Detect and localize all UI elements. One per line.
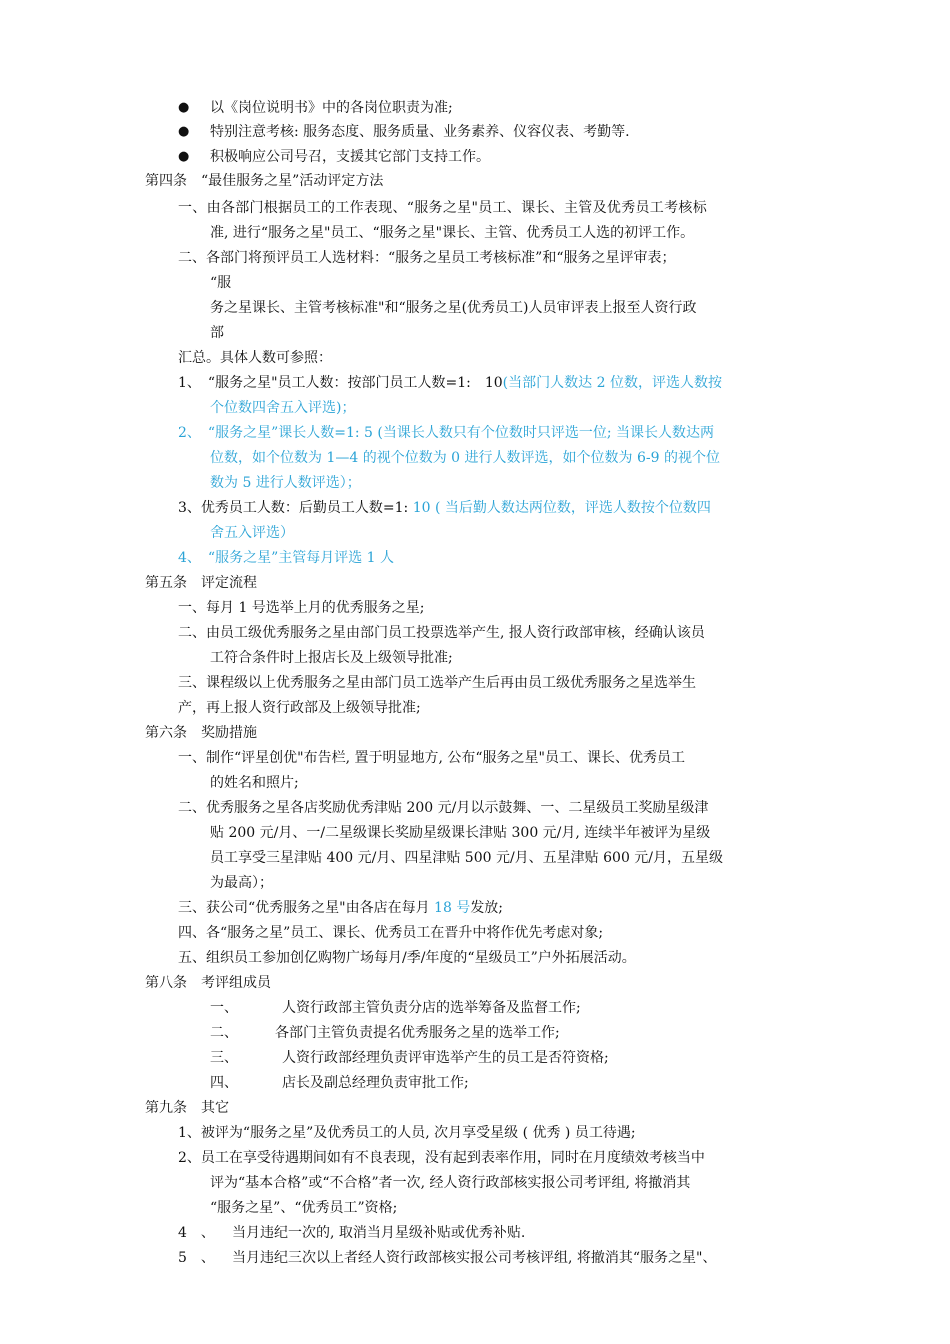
paragraph-line: 员工享受三星津贴 400 元/月、四星津贴 500 元/月、五星津贴 600 元/月，五星级 xyxy=(210,850,724,866)
paragraph-line xyxy=(178,496,711,520)
paragraph-line: 为最高）； xyxy=(210,875,273,891)
paragraph-line: “服 xyxy=(210,275,232,291)
paragraph-line: 准, 进行“服务之星"员工、“服务之星"课长、主管、优秀员工人选的初评工作。 xyxy=(210,225,695,241)
article-heading: 第九条 其它 xyxy=(145,1100,229,1116)
bullet-icon: ● xyxy=(178,149,190,164)
paragraph-line: 2、 “服务之星”课长人数=1: 5 (当课长人数只有个位数时只评选一位; 当课长人数达两 xyxy=(178,425,715,441)
paragraph-line: 工符合条件时上报店长及上级领导批准; xyxy=(210,650,453,666)
paragraph-line: 汇总。具体人数可参照： xyxy=(178,350,332,366)
paragraph-line: 二、各部门将预评员工人选材料：“服务之星员工考核标准”和“服务之星评审表； xyxy=(178,250,676,266)
paragraph-line: 一、制作“评星创优"布告栏, 置于明显地方, 公布“服务之星"员工、课长、优秀员工 xyxy=(178,750,685,766)
paragraph-line xyxy=(178,896,503,920)
paragraph-line: 的姓名和照片; xyxy=(210,775,299,791)
paragraph-line: “服务之星”、“优秀员工”资格; xyxy=(210,1200,398,1216)
list-marker: 一、 xyxy=(210,1000,238,1016)
paragraph-line: 二、优秀服务之星各店奖励优秀津贴 200 元/月以示鼓舞、一、二星级员工奖励星级津 xyxy=(178,800,709,816)
paragraph-line: 二、由员工级优秀服务之星由部门员工投票选举产生, 报人资行政部审核，经确认该员 xyxy=(178,625,705,641)
text-run-highlight: 18 号 xyxy=(434,900,471,916)
paragraph-line: 数为 5 进行人数评选）； xyxy=(210,475,361,491)
bullet-item: 特别注意考核: 服务态度、服务质量、业务素养、仪容仪表、考勤等. xyxy=(210,124,630,140)
paragraph-line: 一、每月 1 号选举上月的优秀服务之星; xyxy=(178,600,425,616)
paragraph-line: 位数，如个位数为 1—4 的视个位数为 0 进行人数评选，如个位数为 6-9 的视个位 xyxy=(210,450,720,466)
list-marker: 四、 xyxy=(210,1075,238,1091)
paragraph-line xyxy=(178,371,722,395)
article-heading: 第六条 奖励措施 xyxy=(145,725,257,741)
list-marker: 二、 xyxy=(210,1025,238,1041)
text-run: 3、优秀员工人数：后勤员工人数=1: xyxy=(178,500,413,516)
article-heading: 第八条 考评组成员 xyxy=(145,975,271,991)
paragraph-line: 四、各“服务之星”员工、课长、优秀员工在晋升中将作优先考虑对象; xyxy=(178,925,604,941)
paragraph-line: 1、被评为“服务之星”及优秀员工的人员, 次月享受星级 ( 优秀 ) 员工待遇; xyxy=(178,1125,636,1141)
bullet-item: 积极响应公司号召，支援其它部门支持工作。 xyxy=(210,149,490,165)
text-run: 发放; xyxy=(470,900,504,916)
text-run: 三、获公司“优秀服务之星"由各店在每月 xyxy=(178,900,435,916)
paragraph-line: 部 xyxy=(210,325,224,341)
bullet-icon: ● xyxy=(178,124,190,139)
list-marker: 5 、 xyxy=(178,1250,215,1266)
article-heading: 第五条 评定流程 xyxy=(145,575,257,591)
list-item: 店长及副总经理负责审批工作; xyxy=(282,1075,469,1091)
text-run: 1、 “服务之星"员工人数：按部门员工人数=1: 10 xyxy=(178,375,503,391)
list-marker: 三、 xyxy=(210,1050,238,1066)
paragraph-line: 产，再上报人资行政部及上级领导批准; xyxy=(178,700,421,716)
article-heading: 第四条 “最佳服务之星”活动评定方法 xyxy=(145,173,384,189)
text-run-highlight: (当部门人数达 2 位数，评选人数按 xyxy=(502,375,722,391)
bullet-icon: ● xyxy=(178,100,190,115)
list-marker: 4 、 xyxy=(178,1225,215,1241)
paragraph-line: 务之星课长、主管考核标准"和“服务之星(优秀员工)人员审评表上报至人资行政 xyxy=(210,300,697,316)
paragraph-line: 4、 “服务之星”主管每月评选 1 人 xyxy=(178,550,395,566)
paragraph-line: 三、课程级以上优秀服务之星由部门员工选举产生后再由员工级优秀服务之星选举生 xyxy=(178,675,696,691)
list-item: 当月违纪三次以上者经人资行政部核实报公司考核评组, 将撤消其“服务之星"、 xyxy=(232,1250,717,1266)
list-item: 人资行政部主管负责分店的选举筹备及监督工作; xyxy=(282,1000,581,1016)
bullet-item: 以《岗位说明书》中的各岗位职责为准; xyxy=(210,100,453,116)
paragraph-line: 五、组织员工参加创亿购物广场每月/季/年度的“星级员工”户外拓展活动。 xyxy=(178,950,636,966)
text-run-highlight: 10 ( 当后勤人数达两位数，评选人数按个位数四 xyxy=(412,500,711,516)
list-item: 各部门主管负责提名优秀服务之星的选举工作; xyxy=(275,1025,560,1041)
paragraph-line: 个位数四舍五入评选)； xyxy=(210,400,356,416)
paragraph-line: 贴 200 元/月、一/二星级课长奖励星级课长津贴 300 元/月, 连续半年被评为星级 xyxy=(210,825,711,841)
paragraph-line: 2、员工在享受待遇期间如有不良表现，没有起到表率作用，同时在月度绩效考核当中 xyxy=(178,1150,705,1166)
paragraph-line: 舍五入评选） xyxy=(210,525,294,541)
list-item: 当月违纪一次的, 取消当月星级补贴或优秀补贴. xyxy=(232,1225,526,1241)
list-item: 人资行政部经理负责评审选举产生的员工是否符资格; xyxy=(282,1050,609,1066)
paragraph-line: 一、由各部门根据员工的工作表现、“服务之星"员工、课长、主管及优秀员工考核标 xyxy=(178,200,707,216)
paragraph-line: 评为“基本合格”或“不合格”者一次, 经人资行政部核实报公司考评组, 将撤消其 xyxy=(210,1175,691,1191)
